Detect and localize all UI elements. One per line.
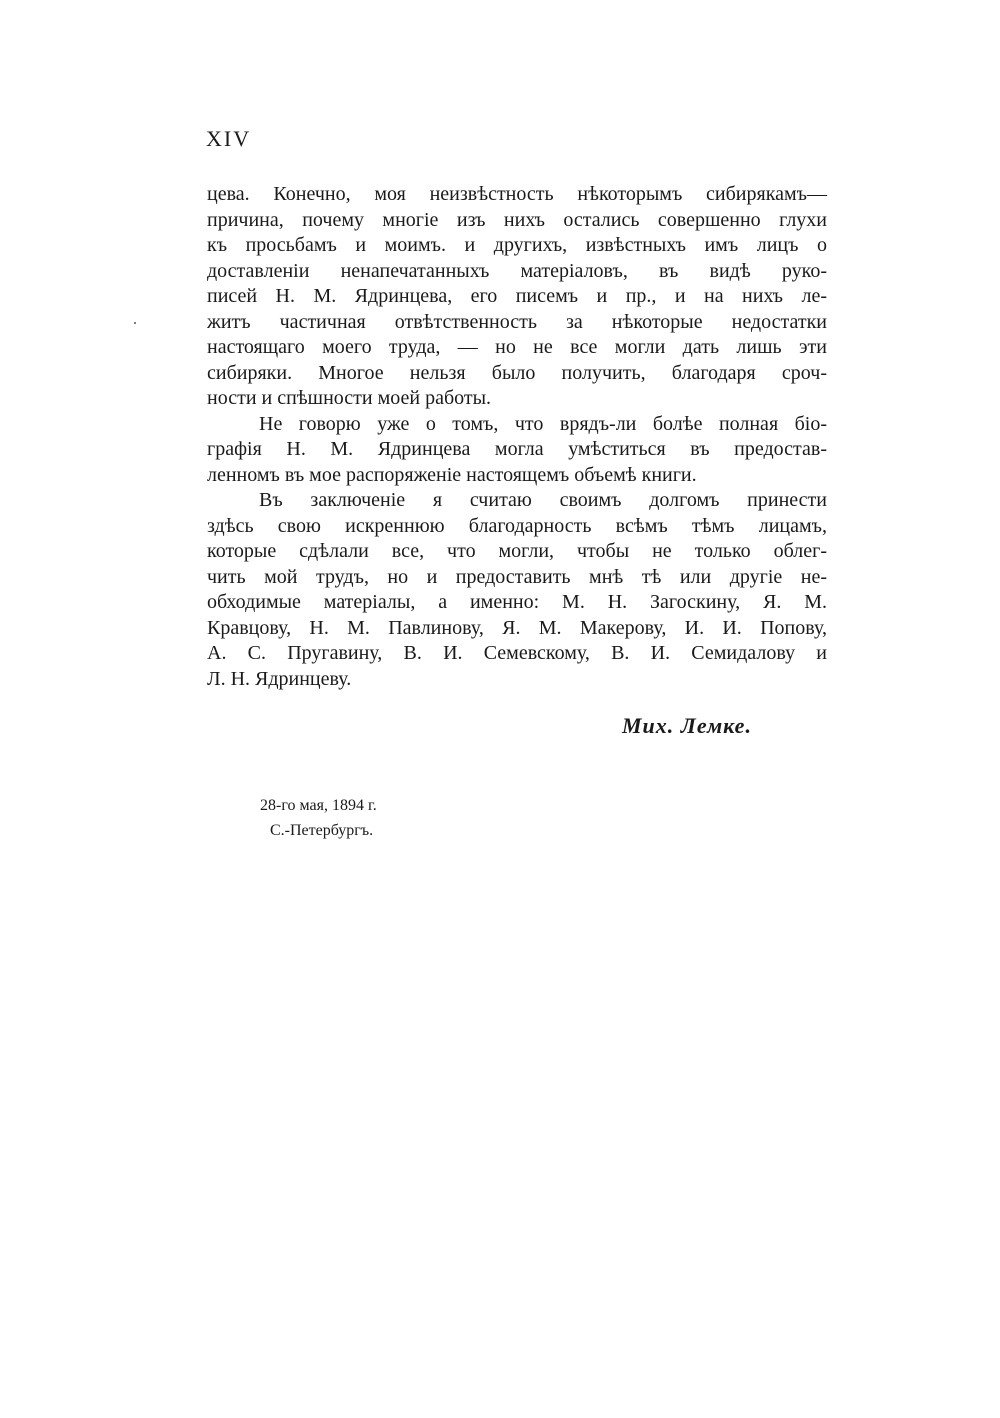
- place-line: С.-Петербургъ.: [270, 822, 374, 839]
- date-line: 28-го мая, 1894 г.: [260, 797, 377, 814]
- text-line: Кравцову, Н. М. Павлинову, Я. М. Макерову, И. И. Попову,: [207, 616, 827, 639]
- author-signature: Мих. Лемке.: [622, 713, 752, 738]
- text-line: Не говорю уже о томъ, что врядъ-ли болѣе полная біо-: [259, 412, 827, 435]
- text-line: здѣсь свою искреннюю благодарность всѣмъ тѣмъ лицамъ,: [207, 514, 827, 537]
- text-line: житъ частичная отвѣтственность за нѣкоторые недостатки: [207, 310, 827, 333]
- text-line: писей Н. М. Ядринцева, его писемъ и пр., и на нихъ ле-: [207, 285, 827, 307]
- text-line: обходимые матеріалы, а именно: М. Н. Загоскину, Я. М.: [207, 591, 827, 613]
- text-line: которые сдѣлали все, что могли, чтобы не только облег-: [207, 540, 827, 562]
- text-line: Въ заключеніе я считаю своимъ долгомъ принести: [259, 489, 827, 511]
- date-block: [260, 793, 377, 843]
- text-line: ности и спѣшности моей работы.: [207, 387, 492, 409]
- text-line: ленномъ въ мое распоряженіе настоящемъ объемѣ книги.: [207, 463, 697, 486]
- text-line: цева. Конечно, моя неизвѣстность нѣкоторымъ сибирякамъ—: [207, 183, 827, 205]
- text-line: графія Н. М. Ядринцева могла умѣститься въ предостав-: [207, 438, 827, 460]
- text-line: А. С. Пругавину, В. И. Семевскому, В. И. Семидалову и: [207, 642, 827, 664]
- page-number: XIV: [206, 126, 252, 151]
- text-line: чить мой трудъ, но и предоставить мнѣ тѣ или другіе не-: [207, 565, 827, 588]
- text-line: Л. Н. Ядринцеву.: [207, 667, 352, 690]
- text-line: сибиряки. Многое нельзя было получить, благодаря сроч-: [207, 361, 827, 384]
- text-line: доставленіи ненапечатанныхъ матеріаловъ, въ видѣ руко-: [207, 259, 827, 282]
- text-line: къ просьбамъ и моимъ. и другихъ, извѣстныхъ имъ лицъ о: [207, 234, 827, 256]
- scan-speck: [134, 322, 136, 324]
- text-line: причина, почему многіе изъ нихъ остались совершенно глухи: [207, 208, 827, 231]
- text-line: настоящаго моего труда, — но не все могли дать лишь эти: [207, 336, 827, 358]
- body-text: [207, 182, 827, 692]
